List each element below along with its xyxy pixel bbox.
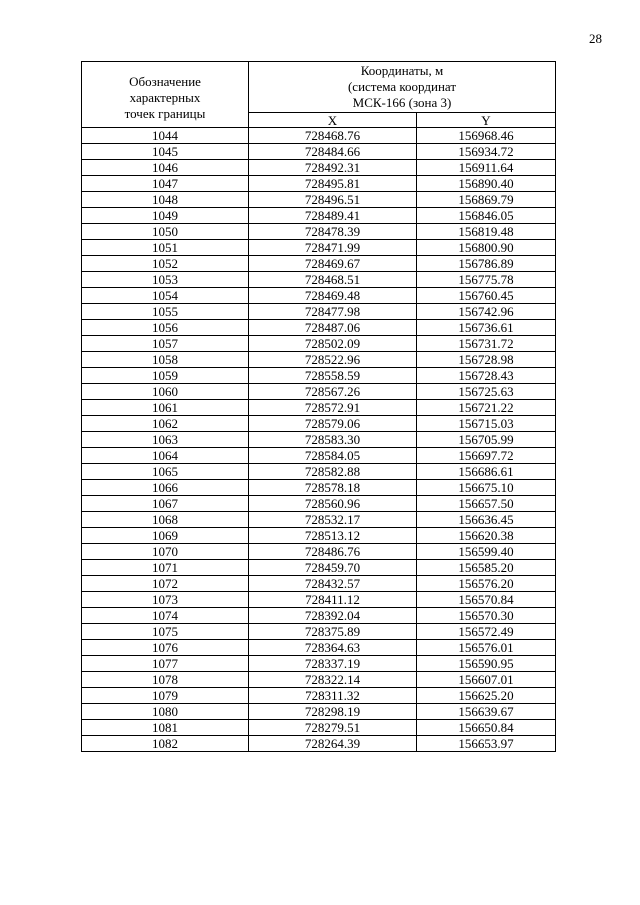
y-coordinate-cell: 156819.48 [417, 224, 556, 240]
table-row [82, 304, 556, 320]
table-row [82, 208, 556, 224]
point-header-line-2: характерных [129, 89, 201, 105]
table-row [82, 512, 556, 528]
point-id-cell: 1044 [82, 128, 249, 144]
x-coordinate-cell: 728495.81 [249, 176, 417, 192]
x-coordinate-cell: 728478.39 [249, 224, 417, 240]
point-id-cell: 1063 [82, 432, 249, 448]
table-row [82, 400, 556, 416]
table-row [82, 448, 556, 464]
x-coordinate-cell: 728579.06 [249, 416, 417, 432]
y-coordinate-cell: 156731.72 [417, 336, 556, 352]
table-row [82, 704, 556, 720]
table-row [82, 144, 556, 160]
x-coordinate-cell: 728578.18 [249, 480, 417, 496]
table-header-row [82, 62, 556, 113]
point-id-cell: 1070 [82, 544, 249, 560]
coordinates-table [81, 61, 556, 752]
x-coordinate-cell: 728513.12 [249, 528, 417, 544]
x-coordinate-cell: 728584.05 [249, 448, 417, 464]
y-coordinate-cell: 156760.45 [417, 288, 556, 304]
y-coordinate-cell: 156728.98 [417, 352, 556, 368]
point-id-cell: 1058 [82, 352, 249, 368]
x-coordinate-cell: 728583.30 [249, 432, 417, 448]
coordinates-column-header [249, 62, 556, 113]
point-id-cell: 1057 [82, 336, 249, 352]
y-coordinate-cell: 156911.64 [417, 160, 556, 176]
table-row [82, 608, 556, 624]
table-row [82, 640, 556, 656]
point-id-cell: 1060 [82, 384, 249, 400]
y-coordinate-cell: 156590.95 [417, 656, 556, 672]
table-row [82, 336, 556, 352]
table-row [82, 416, 556, 432]
y-coordinate-cell: 156775.78 [417, 272, 556, 288]
table-row [82, 384, 556, 400]
x-coordinate-cell: 728522.96 [249, 352, 417, 368]
table-row [82, 176, 556, 192]
y-coordinate-cell: 156576.01 [417, 640, 556, 656]
point-id-cell: 1053 [82, 272, 249, 288]
x-coordinate-cell: 728279.51 [249, 720, 417, 736]
y-coordinate-cell: 156599.40 [417, 544, 556, 560]
y-coordinate-cell: 156607.01 [417, 672, 556, 688]
x-coordinate-cell: 728486.76 [249, 544, 417, 560]
point-id-cell: 1081 [82, 720, 249, 736]
point-id-cell: 1076 [82, 640, 249, 656]
point-id-cell: 1049 [82, 208, 249, 224]
x-coordinate-cell: 728567.26 [249, 384, 417, 400]
x-coordinate-cell: 728364.63 [249, 640, 417, 656]
table-row [82, 480, 556, 496]
y-coordinate-cell: 156725.63 [417, 384, 556, 400]
x-coordinate-cell: 728558.59 [249, 368, 417, 384]
x-coordinate-cell: 728432.57 [249, 576, 417, 592]
table-row [82, 432, 556, 448]
table-row [82, 256, 556, 272]
coords-header-line-1: Координаты, м [360, 63, 444, 78]
y-coordinate-cell: 156585.20 [417, 560, 556, 576]
point-id-cell: 1051 [82, 240, 249, 256]
x-coordinate-cell: 728487.06 [249, 320, 417, 336]
y-coordinate-cell: 156639.67 [417, 704, 556, 720]
table-row [82, 272, 556, 288]
y-coordinate-cell: 156570.84 [417, 592, 556, 608]
y-column-header: Y [417, 113, 556, 128]
y-coordinate-cell: 156800.90 [417, 240, 556, 256]
coords-header-line-3: МСК-166 (зона 3) [352, 95, 452, 110]
point-id-cell: 1056 [82, 320, 249, 336]
point-id-cell: 1046 [82, 160, 249, 176]
table-row [82, 192, 556, 208]
table-row [82, 576, 556, 592]
x-coordinate-cell: 728375.89 [249, 624, 417, 640]
y-coordinate-cell: 156890.40 [417, 176, 556, 192]
table-row [82, 368, 556, 384]
point-id-cell: 1064 [82, 448, 249, 464]
x-coordinate-cell: 728560.96 [249, 496, 417, 512]
x-coordinate-cell: 728298.19 [249, 704, 417, 720]
table-row [82, 224, 556, 240]
y-coordinate-cell: 156576.20 [417, 576, 556, 592]
table-row [82, 624, 556, 640]
table-row [82, 352, 556, 368]
table-row [82, 688, 556, 704]
table-row [82, 240, 556, 256]
y-coordinate-cell: 156620.38 [417, 528, 556, 544]
table-row [82, 720, 556, 736]
point-id-cell: 1073 [82, 592, 249, 608]
y-coordinate-cell: 156650.84 [417, 720, 556, 736]
table-row [82, 288, 556, 304]
point-id-cell: 1067 [82, 496, 249, 512]
y-coordinate-cell: 156653.97 [417, 736, 556, 752]
x-coordinate-cell: 728502.09 [249, 336, 417, 352]
y-coordinate-cell: 156636.45 [417, 512, 556, 528]
point-id-cell: 1045 [82, 144, 249, 160]
point-id-cell: 1052 [82, 256, 249, 272]
y-coordinate-cell: 156675.10 [417, 480, 556, 496]
y-coordinate-cell: 156846.05 [417, 208, 556, 224]
point-id-cell: 1071 [82, 560, 249, 576]
x-coordinate-cell: 728484.66 [249, 144, 417, 160]
table-row [82, 160, 556, 176]
y-coordinate-cell: 156742.96 [417, 304, 556, 320]
y-coordinate-cell: 156869.79 [417, 192, 556, 208]
y-coordinate-cell: 156786.89 [417, 256, 556, 272]
y-coordinate-cell: 156686.61 [417, 464, 556, 480]
point-id-cell: 1066 [82, 480, 249, 496]
y-coordinate-cell: 156728.43 [417, 368, 556, 384]
y-coordinate-cell: 156721.22 [417, 400, 556, 416]
point-id-cell: 1050 [82, 224, 249, 240]
point-id-cell: 1068 [82, 512, 249, 528]
x-coordinate-cell: 728469.67 [249, 256, 417, 272]
x-coordinate-cell: 728392.04 [249, 608, 417, 624]
y-coordinate-cell: 156715.03 [417, 416, 556, 432]
point-id-cell: 1061 [82, 400, 249, 416]
table-row [82, 544, 556, 560]
y-coordinate-cell: 156570.30 [417, 608, 556, 624]
point-id-cell: 1059 [82, 368, 249, 384]
x-coordinate-cell: 728477.98 [249, 304, 417, 320]
x-coordinate-cell: 728496.51 [249, 192, 417, 208]
point-id-cell: 1055 [82, 304, 249, 320]
point-column-header [82, 62, 249, 128]
table-row [82, 464, 556, 480]
table-row [82, 320, 556, 336]
x-coordinate-cell: 728264.39 [249, 736, 417, 752]
y-coordinate-cell: 156968.46 [417, 128, 556, 144]
y-coordinate-cell: 156705.99 [417, 432, 556, 448]
point-header-line-1: Обозначение [129, 73, 201, 89]
point-id-cell: 1077 [82, 656, 249, 672]
table-row [82, 528, 556, 544]
page-number: 28 [589, 31, 602, 46]
point-id-cell: 1069 [82, 528, 249, 544]
table-row [82, 592, 556, 608]
x-coordinate-cell: 728572.91 [249, 400, 417, 416]
table-row [82, 128, 556, 144]
point-id-cell: 1074 [82, 608, 249, 624]
x-coordinate-cell: 728468.76 [249, 128, 417, 144]
x-coordinate-cell: 728469.48 [249, 288, 417, 304]
point-id-cell: 1065 [82, 464, 249, 480]
x-coordinate-cell: 728311.32 [249, 688, 417, 704]
x-coordinate-cell: 728411.12 [249, 592, 417, 608]
table-row [82, 496, 556, 512]
point-id-cell: 1075 [82, 624, 249, 640]
point-id-cell: 1078 [82, 672, 249, 688]
point-id-cell: 1047 [82, 176, 249, 192]
x-coordinate-cell: 728582.88 [249, 464, 417, 480]
table-header [82, 62, 556, 128]
point-id-cell: 1048 [82, 192, 249, 208]
y-coordinate-cell: 156572.49 [417, 624, 556, 640]
table-row [82, 736, 556, 752]
point-id-cell: 1072 [82, 576, 249, 592]
y-coordinate-cell: 156736.61 [417, 320, 556, 336]
table-row [82, 656, 556, 672]
y-coordinate-cell: 156697.72 [417, 448, 556, 464]
x-column-header: X [249, 113, 417, 128]
table-row [82, 560, 556, 576]
point-id-cell: 1080 [82, 704, 249, 720]
x-coordinate-cell: 728337.19 [249, 656, 417, 672]
coords-header-line-2: (система координат [347, 79, 457, 94]
x-coordinate-cell: 728471.99 [249, 240, 417, 256]
x-coordinate-cell: 728492.31 [249, 160, 417, 176]
table-body [82, 128, 556, 752]
table-row [82, 672, 556, 688]
x-coordinate-cell: 728468.51 [249, 272, 417, 288]
point-id-cell: 1062 [82, 416, 249, 432]
point-id-cell: 1079 [82, 688, 249, 704]
point-header-line-3: точек границы [124, 105, 206, 121]
x-coordinate-cell: 728489.41 [249, 208, 417, 224]
x-coordinate-cell: 728322.14 [249, 672, 417, 688]
x-coordinate-cell: 728459.70 [249, 560, 417, 576]
y-coordinate-cell: 156657.50 [417, 496, 556, 512]
x-coordinate-cell: 728532.17 [249, 512, 417, 528]
point-id-cell: 1082 [82, 736, 249, 752]
y-coordinate-cell: 156625.20 [417, 688, 556, 704]
point-id-cell: 1054 [82, 288, 249, 304]
y-coordinate-cell: 156934.72 [417, 144, 556, 160]
